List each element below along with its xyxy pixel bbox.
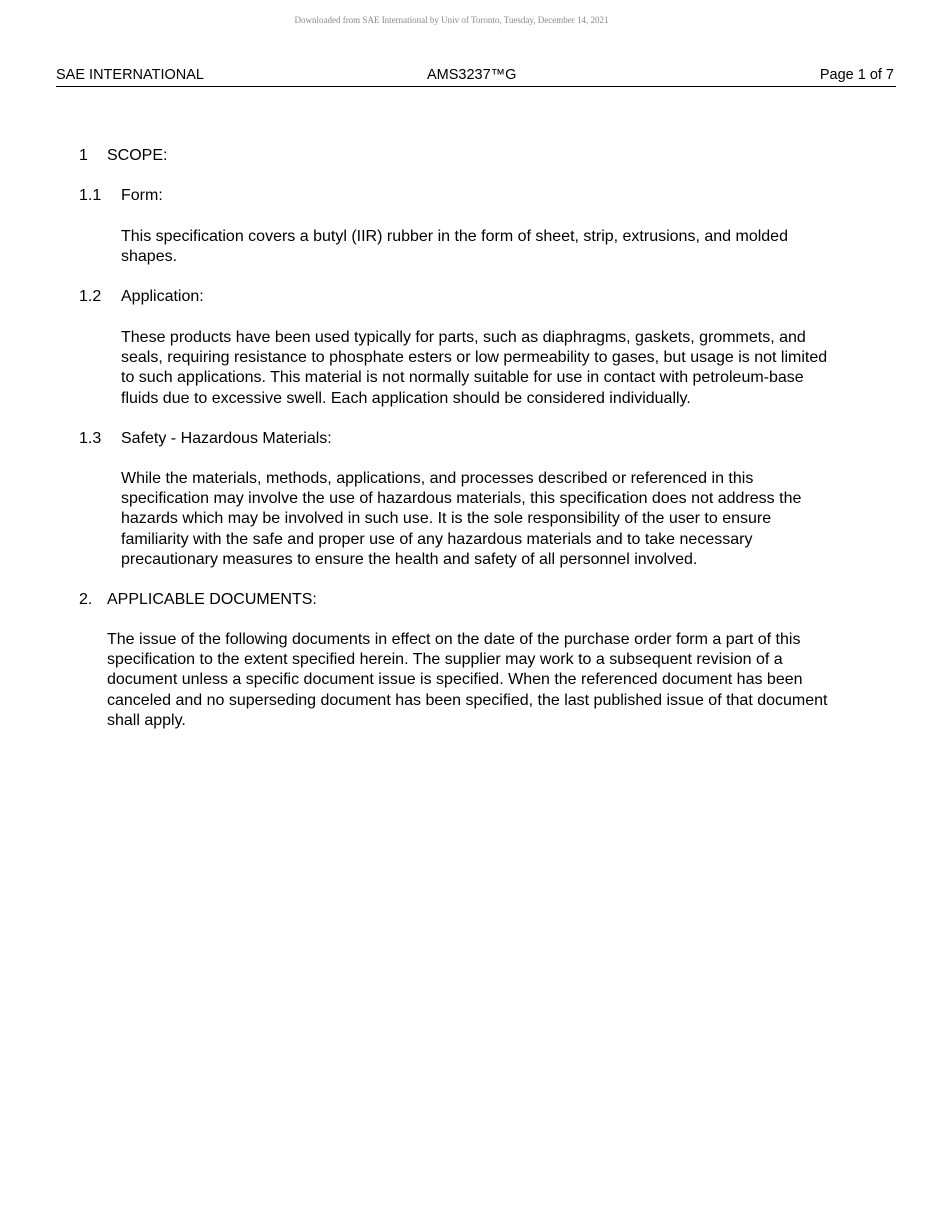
paragraph-line: familiarity with the safe and proper use of any hazardous materials and to take necessary [121, 530, 753, 548]
paragraph-line: to such applications. This material is not normally suitable for use in contact with petroleum-base [121, 369, 804, 387]
section-title: APPLICABLE DOCUMENTS: [107, 591, 317, 608]
download-watermark: Downloaded from SAE International by Univ of Toronto, Tuesday, December 14, 2021 [294, 15, 609, 25]
section-2-paragraph [107, 630, 827, 731]
section-title: Form: [121, 187, 163, 204]
header-page-number: Page 1 of 7 [819, 67, 894, 83]
section-number: 1 [79, 147, 88, 164]
paragraph-line: shall apply. [107, 711, 186, 729]
paragraph-line: document unless a specific document issue is specified. When the referenced document has been [107, 671, 803, 689]
paragraph-line: specification may involve the use of hazardous materials, this specification does not address the [121, 490, 802, 508]
section-title: Safety - Hazardous Materials: [121, 430, 332, 447]
section-number: 1.1 [79, 187, 102, 204]
paragraph-line: precautionary measures to ensure the health and safety of all personnel involved. [121, 550, 698, 568]
paragraph-line: canceled and no superseding document has been specified, the last published issue of that document [107, 691, 828, 709]
section-title: Application: [121, 288, 204, 305]
paragraph-line: seals, requiring resistance to phosphate esters or low permeability to gases, but usage is not limited [121, 349, 828, 367]
header-publisher: SAE INTERNATIONAL [56, 67, 204, 83]
paragraph-line: specification to the extent specified herein. The supplier may work to a subsequent revision of a [107, 651, 783, 669]
header-doc-number: AMS3237™G [427, 67, 517, 83]
paragraph-line: These products have been used typically for parts, such as diaphragms, gaskets, grommets, and [121, 329, 806, 346]
page-header [56, 66, 896, 87]
paragraph-line: This specification covers a butyl (IIR) rubber in the form of sheet, strip, extrusions, and molded [121, 228, 788, 245]
section-number: 2. [79, 591, 93, 608]
section-1-3-paragraph [121, 469, 801, 570]
section-title: SCOPE: [107, 147, 168, 164]
section-number: 1.3 [79, 430, 102, 447]
paragraph-line: shapes. [121, 248, 178, 266]
section-1-2-paragraph [121, 328, 827, 409]
section-1-1-paragraph [121, 227, 788, 267]
paragraph-line: The issue of the following documents in effect on the date of the purchase order form a part of this [107, 631, 801, 648]
paragraph-line: fluids due to excessive swell. Each application should be considered individually. [121, 389, 691, 407]
section-number: 1.2 [79, 288, 102, 305]
paragraph-line: While the materials, methods, applications, and processes described or referenced in this [121, 470, 754, 487]
paragraph-line: hazards which may be involved in such use. It is the sole responsibility of the user to ensure [121, 510, 772, 528]
